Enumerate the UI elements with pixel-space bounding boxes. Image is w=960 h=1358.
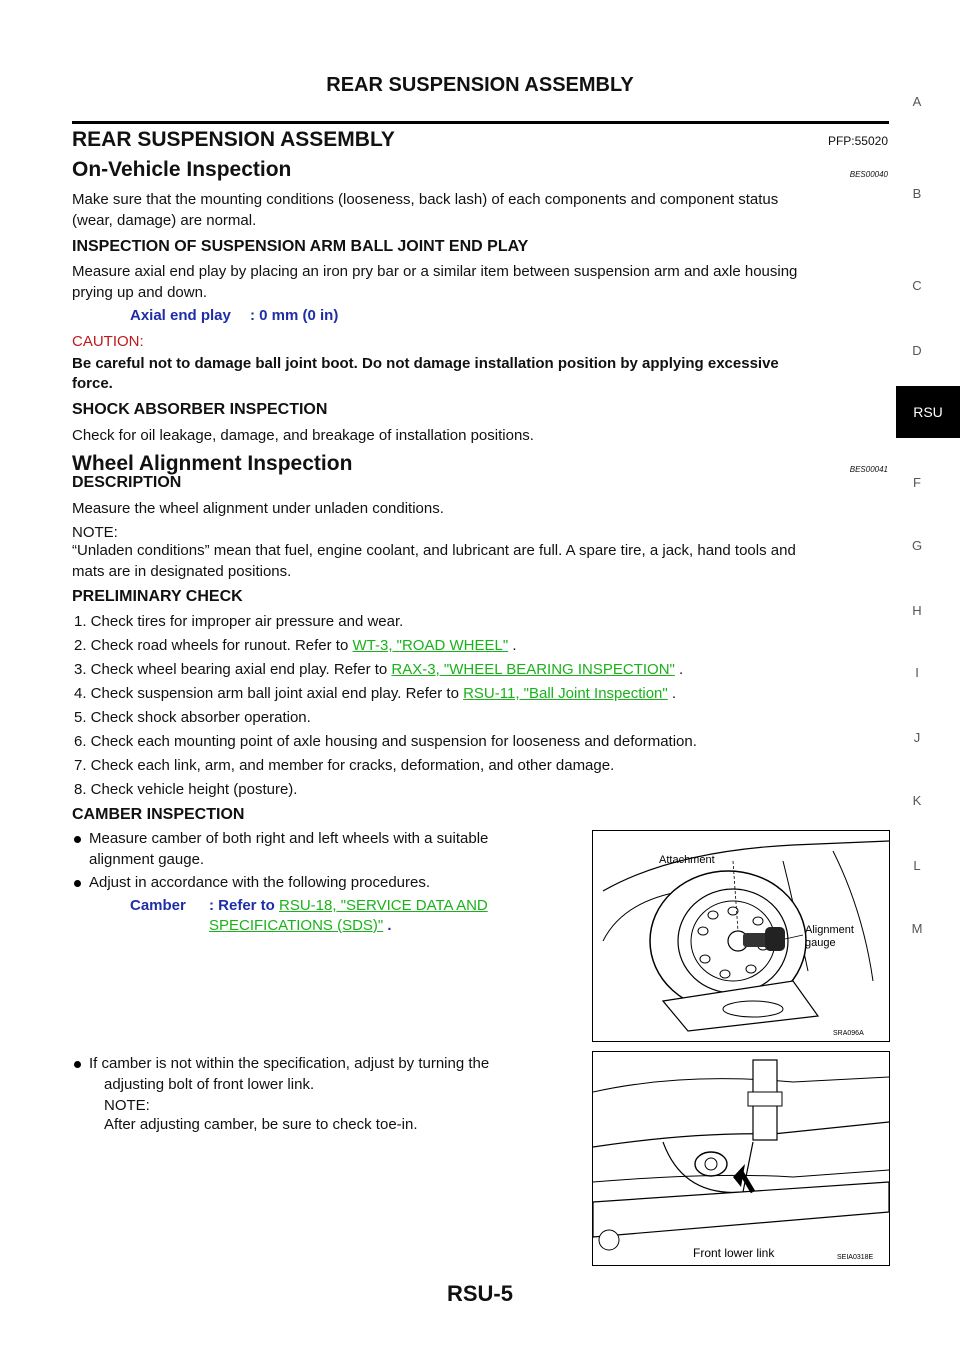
wheel-alignment-title: Wheel Alignment Inspection xyxy=(72,452,353,475)
figure-2-code: SEIA0318E xyxy=(837,1254,874,1261)
step-8: 8. Check vehicle height (posture). xyxy=(74,781,298,798)
bullet-dot xyxy=(74,880,81,887)
step-3-suffix: . xyxy=(674,661,684,678)
caution-line-1: Be careful not to damage ball joint boot. Do not damage installation position by applying excessive xyxy=(72,355,779,372)
bullet-3-line-1: If camber is not within the specification, adjust by turning the xyxy=(89,1055,490,1072)
bullet-1-line-2: alignment gauge. xyxy=(89,851,205,868)
side-index-h[interactable]: H xyxy=(912,603,922,618)
step-2 xyxy=(74,636,517,656)
caution-line-2: force. xyxy=(72,375,113,392)
link-rsu18[interactable]: RSU-18, "SERVICE DATA AND xyxy=(279,897,488,914)
ball-joint-line-1: Measure axial end play by placing an iron pry bar or a similar item between suspension arm and axle housing xyxy=(72,263,798,280)
camber-label: Camber xyxy=(130,897,186,914)
page-number: RSU-5 xyxy=(446,1281,513,1306)
camber-suffix: . xyxy=(383,917,392,934)
side-index-f[interactable]: F xyxy=(913,475,921,490)
side-index-m[interactable]: M xyxy=(911,921,923,936)
step-3 xyxy=(74,660,683,680)
step-4-text: 4. Check suspension arm ball joint axial end play. Refer to xyxy=(74,685,464,702)
camber-title: CAMBER INSPECTION xyxy=(72,806,245,823)
shock-title: SHOCK ABSORBER INSPECTION xyxy=(72,401,328,418)
shock-text: Check for oil leakage, damage, and breakage of installation positions. xyxy=(72,427,534,444)
side-index-l[interactable]: L xyxy=(913,858,921,873)
bullet-2-text: Adjust in accordance with the following procedures. xyxy=(89,874,431,891)
wheel-alignment-code: BES00041 xyxy=(849,465,888,474)
ball-joint-line-2: prying up and down. xyxy=(72,284,208,301)
spec-label: Axial end play xyxy=(130,307,231,324)
side-index-k[interactable]: K xyxy=(912,793,922,808)
note2-text: After adjusting camber, be sure to check toe-in. xyxy=(104,1116,418,1133)
figure-1-label-attachment: Attachment xyxy=(659,854,715,866)
spec-value: : 0 mm (0 in) xyxy=(250,307,339,324)
link-wt3[interactable]: WT-3, "ROAD WHEEL" xyxy=(352,637,509,654)
camber-spec-line-2 xyxy=(209,917,392,934)
page-header-title: REAR SUSPENSION ASSEMBLY xyxy=(326,74,634,96)
pfp-code: PFP:55020 xyxy=(827,134,888,148)
figure-alignment-gauge xyxy=(592,830,890,1042)
side-index-c[interactable]: C xyxy=(912,278,922,293)
bullet-2 xyxy=(74,872,580,893)
figure-2-label: Front lower link xyxy=(693,1246,775,1260)
link-rax3[interactable]: RAX-3, "WHEEL BEARING INSPECTION" xyxy=(391,661,675,678)
note-line-2: mats are in designated positions. xyxy=(72,563,292,580)
caution-label: CAUTION: xyxy=(72,333,144,350)
side-index-a[interactable]: A xyxy=(912,94,922,109)
alignment-gauge-illustration xyxy=(593,831,889,1041)
bullet-3 xyxy=(74,1053,580,1074)
link-rsu18-cont[interactable]: SPECIFICATIONS (SDS)" xyxy=(209,917,384,934)
camber-spec xyxy=(209,897,488,914)
step-4 xyxy=(74,684,676,704)
link-rsu11[interactable]: RSU-11, "Ball Joint Inspection" xyxy=(463,685,668,702)
side-index-g[interactable]: G xyxy=(911,538,923,553)
intro-line-1: Make sure that the mounting conditions (looseness, back lash) of each components and component status xyxy=(72,191,779,208)
figure-1-code: SRA096A xyxy=(833,1030,864,1037)
step-3-text: 3. Check wheel bearing axial end play. Refer to xyxy=(74,661,392,678)
preliminary-title: PRELIMINARY CHECK xyxy=(72,588,243,605)
note-line-1: “Unladen conditions” mean that fuel, engine coolant, and lubricant are full. A spare tire, a jack, hand tools and xyxy=(72,542,796,559)
description-title: DESCRIPTION xyxy=(72,474,182,491)
bullet-dot xyxy=(74,836,81,843)
bullet-1-line-1: Measure camber of both right and left wheels with a suitable xyxy=(89,830,489,847)
step-1: 1. Check tires for improper air pressure and wear. xyxy=(74,613,404,630)
description-text: Measure the wheel alignment under unladen conditions. xyxy=(72,500,444,517)
step-4-suffix: . xyxy=(667,685,677,702)
bullet-dot xyxy=(74,1061,81,1068)
on-vehicle-code: BES00040 xyxy=(849,170,888,179)
ball-joint-title: INSPECTION OF SUSPENSION ARM BALL JOINT END PLAY xyxy=(72,238,529,255)
front-lower-link-illustration xyxy=(593,1052,889,1265)
bullet-1 xyxy=(74,828,580,849)
section-title: REAR SUSPENSION ASSEMBLY xyxy=(72,128,395,151)
step-5: 5. Check shock absorber operation. xyxy=(74,709,311,726)
side-index-b[interactable]: B xyxy=(912,186,922,201)
side-index-j[interactable]: J xyxy=(913,730,921,745)
step-7: 7. Check each link, arm, and member for cracks, deformation, and other damage. xyxy=(74,757,615,774)
camber-refer-text: : Refer to xyxy=(209,897,280,914)
side-index-rsu-tab[interactable]: RSU xyxy=(896,386,960,438)
note2-label: NOTE: xyxy=(104,1097,150,1114)
figure-front-lower-link xyxy=(592,1051,890,1266)
step-2-suffix: . xyxy=(508,637,517,654)
intro-line-2: (wear, damage) are normal. xyxy=(72,212,257,229)
side-index-d[interactable]: D xyxy=(912,343,922,358)
figure-1-label-gauge: gauge xyxy=(805,937,836,949)
bullet-3-line-2: adjusting bolt of front lower link. xyxy=(104,1076,315,1093)
header-rule xyxy=(72,121,889,124)
note-label: NOTE: xyxy=(72,524,118,541)
side-index-i[interactable]: I xyxy=(915,665,919,680)
step-6: 6. Check each mounting point of axle housing and suspension for looseness and deformation. xyxy=(74,733,697,750)
figure-1-label-alignment: Alignment xyxy=(805,924,854,936)
on-vehicle-title: On-Vehicle Inspection xyxy=(72,158,292,181)
step-2-text: 2. Check road wheels for runout. Refer to xyxy=(74,637,353,654)
